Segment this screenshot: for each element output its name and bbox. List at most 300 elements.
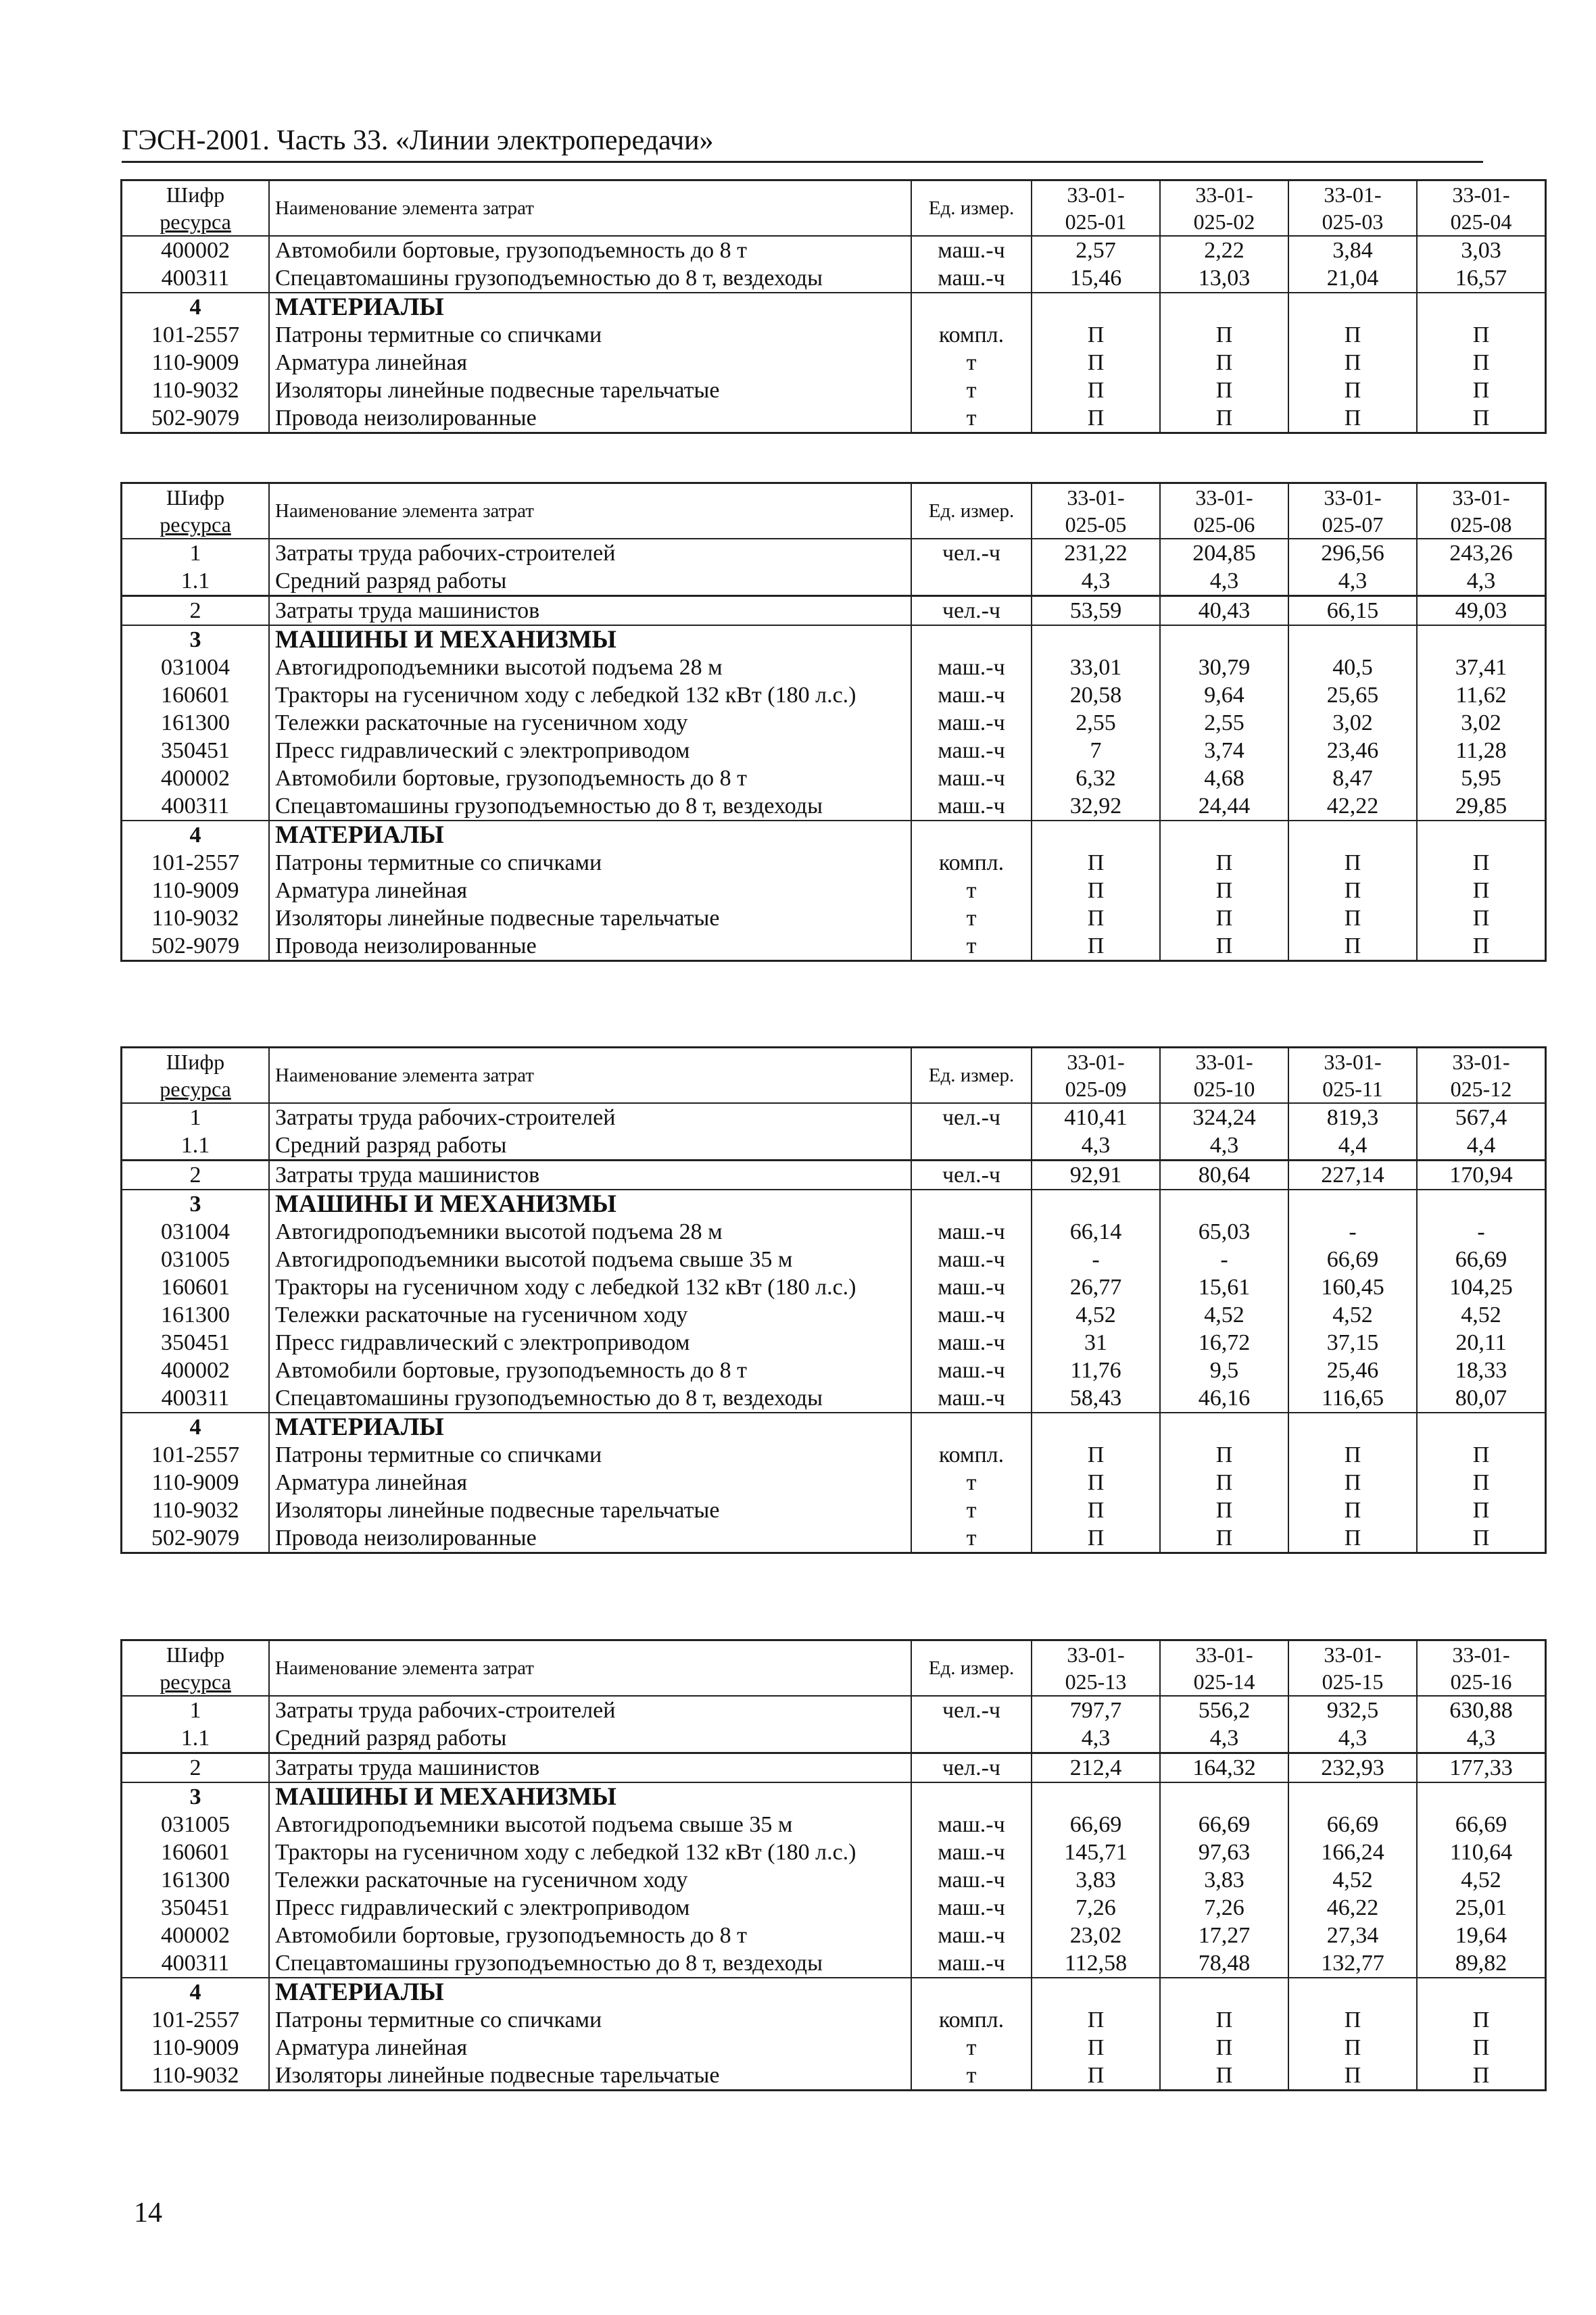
norm-code-line2: 025-14 — [1193, 1670, 1255, 1694]
norm-code-line2: 025-09 — [1065, 1077, 1127, 1101]
cost-element-name: Затраты труда рабочих-строителей — [269, 539, 911, 567]
norm-value: П — [1288, 404, 1417, 433]
norm-code-line2: 025-16 — [1450, 1670, 1512, 1694]
norm-table-4 — [120, 1639, 1547, 2091]
cost-element-name: Автогидроподъемники высотой подъема свыше 35 м — [269, 1811, 911, 1838]
cost-element-name: Тележки раскаточные на гусеничном ходу — [269, 1301, 911, 1329]
norm-value: 97,63 — [1160, 1838, 1288, 1866]
norm-value: 7,26 — [1160, 1894, 1288, 1922]
norm-code-line1: 33-01- — [1324, 1642, 1382, 1667]
table-row — [122, 1724, 1546, 1753]
norm-value: 3,02 — [1288, 709, 1417, 737]
norm-value: 66,69 — [1032, 1811, 1160, 1838]
table-row — [122, 1524, 1546, 1553]
norm-value: П — [1288, 1496, 1417, 1524]
norm-value: П — [1472, 850, 1490, 875]
table-row — [122, 376, 1546, 404]
cost-element-name: Изоляторы линейные подвесные тарельчатые — [269, 1496, 911, 1524]
norm-value: П — [1160, 877, 1288, 904]
norm-value: П — [1472, 378, 1490, 403]
norm-value: 630,88 — [1449, 1698, 1513, 1723]
norm-value: 243,26 — [1449, 541, 1513, 566]
unit-of-measure: т — [911, 877, 1032, 904]
table-row — [122, 404, 1546, 433]
table-row — [122, 1496, 1546, 1524]
norm-code-line1: 33-01- — [1452, 1050, 1510, 1074]
resource-code: 1 — [122, 1103, 270, 1131]
norm-value: П — [1288, 1524, 1417, 1553]
norm-value: 92,91 — [1032, 1161, 1160, 1190]
norm-code-line1: 33-01- — [1195, 1642, 1253, 1667]
norm-value: 166,24 — [1288, 1838, 1417, 1866]
header-code-line1: Шифр — [166, 1050, 225, 1074]
norm-value: 3,02 — [1461, 710, 1501, 735]
resource-code: 161300 — [122, 1301, 270, 1329]
norm-value: П — [1032, 321, 1160, 349]
column-header-norm — [1160, 483, 1288, 539]
table-row — [122, 1273, 1546, 1301]
norm-value — [1288, 625, 1417, 654]
cost-element-name: Спецавтомашины грузоподъемностью до 8 т, вездеходы — [269, 264, 911, 293]
norm-value: П — [1472, 878, 1490, 903]
cost-element-name: Провода неизолированные — [269, 932, 911, 961]
norm-value — [1288, 1413, 1417, 1441]
norm-value: П — [1160, 1496, 1288, 1524]
unit-of-measure: чел.-ч — [911, 1103, 1032, 1131]
table-row — [122, 654, 1546, 681]
norm-value: 4,3 — [1417, 567, 1546, 596]
norm-value: П — [1288, 1469, 1417, 1496]
cost-element-name: Автогидроподъемники высотой подъема 28 м — [269, 1218, 911, 1246]
table-row — [122, 1866, 1546, 1894]
norm-value: 58,43 — [1032, 1384, 1160, 1413]
norm-code-line1: 33-01- — [1195, 485, 1253, 510]
norm-value: 556,2 — [1160, 1696, 1288, 1724]
resource-code: 502-9079 — [122, 932, 270, 961]
table-row — [122, 264, 1546, 293]
resource-code: 101-2557 — [122, 849, 270, 877]
norm-value: П — [1472, 2063, 1490, 2088]
norm-code-line1: 33-01- — [1452, 485, 1510, 510]
table-row — [122, 2062, 1546, 2091]
norm-value: 66,69 — [1455, 1247, 1507, 1272]
unit-of-measure — [911, 1978, 1032, 2006]
norm-value: П — [1472, 322, 1490, 347]
unit-of-measure: компл. — [911, 1441, 1032, 1469]
norm-value: П — [1288, 376, 1417, 404]
resource-code: 031004 — [122, 654, 270, 681]
norm-value: 2,55 — [1032, 709, 1160, 737]
unit-of-measure — [911, 1724, 1032, 1753]
unit-of-measure: т — [911, 932, 1032, 961]
cost-element-name: Арматура линейная — [269, 1469, 911, 1496]
norm-value: П — [1472, 406, 1490, 431]
unit-of-measure — [911, 1190, 1032, 1218]
norm-value: П — [1472, 1442, 1490, 1467]
norm-value: 16,57 — [1455, 266, 1507, 291]
norm-value: 9,64 — [1160, 681, 1288, 709]
norm-code-line1: 33-01- — [1324, 1050, 1382, 1074]
unit-of-measure: т — [911, 1496, 1032, 1524]
norm-value: П — [1288, 1441, 1417, 1469]
norm-value: 19,64 — [1455, 1923, 1507, 1948]
table-row — [122, 709, 1546, 737]
unit-of-measure: маш.-ч — [911, 764, 1032, 792]
column-header-norm — [1032, 483, 1160, 539]
norm-value: 11,76 — [1032, 1357, 1160, 1384]
page-number: 14 — [134, 2197, 162, 2228]
header-code-line2: ресурса — [160, 1077, 231, 1101]
norm-value: 11,62 — [1455, 683, 1507, 708]
norm-value: 46,22 — [1288, 1894, 1417, 1922]
norm-value: 37,15 — [1288, 1329, 1417, 1357]
norm-value: 232,93 — [1288, 1753, 1417, 1783]
norm-value: 4,3 — [1032, 1724, 1160, 1753]
norm-code-line1: 33-01- — [1067, 1642, 1125, 1667]
header-code-line1: Шифр — [166, 485, 225, 510]
section-row — [122, 625, 1546, 654]
norm-code-line2: 025-12 — [1450, 1077, 1512, 1101]
norm-value: 4,52 — [1288, 1866, 1417, 1894]
norm-value: 9,5 — [1160, 1357, 1288, 1384]
cost-element-name: Тележки раскаточные на гусеничном ходу — [269, 1866, 911, 1894]
resource-code: 110-9009 — [122, 877, 270, 904]
norm-table-2 — [120, 482, 1547, 962]
norm-code-line1: 33-01- — [1195, 1050, 1253, 1074]
table-row — [122, 1301, 1546, 1329]
cost-element-name: Пресс гидравлический с электроприводом — [269, 1894, 911, 1922]
norm-value: 819,3 — [1288, 1103, 1417, 1131]
norm-value: П — [1288, 904, 1417, 932]
norm-value: 160,45 — [1288, 1273, 1417, 1301]
norm-code-line2: 025-11 — [1322, 1077, 1383, 1101]
norm-code-line1: 33-01- — [1067, 485, 1125, 510]
norm-value: П — [1160, 1441, 1288, 1469]
table-row — [122, 236, 1546, 264]
norm-value — [1417, 625, 1546, 654]
unit-of-measure: т — [911, 2062, 1032, 2091]
norm-value: П — [1032, 849, 1160, 877]
norm-value: - — [1477, 1219, 1485, 1244]
norm-value: 40,43 — [1160, 596, 1288, 626]
cost-element-name: Автомобили бортовые, грузоподъемность до 8 т — [269, 236, 911, 264]
resource-code: 2 — [122, 1161, 270, 1190]
column-header-unit: Ед. измер. — [911, 483, 1032, 539]
resource-code: 1.1 — [122, 1724, 270, 1753]
column-header-code — [122, 180, 270, 237]
norm-value: П — [1032, 1469, 1160, 1496]
norm-value: П — [1032, 349, 1160, 376]
column-header-unit: Ед. измер. — [911, 1048, 1032, 1104]
resource-code: 3 — [122, 625, 270, 654]
norm-code-line2: 025-07 — [1322, 512, 1384, 537]
norm-value: П — [1160, 321, 1288, 349]
column-header-code — [122, 483, 270, 539]
norm-value: 5,95 — [1461, 766, 1501, 791]
resource-code: 4 — [122, 821, 270, 849]
norm-value — [1160, 293, 1288, 321]
norm-value: 66,14 — [1032, 1218, 1160, 1246]
norm-value — [1032, 1782, 1160, 1811]
norm-value — [1417, 293, 1546, 321]
norm-value — [1160, 1190, 1288, 1218]
unit-of-measure: т — [911, 349, 1032, 376]
unit-of-measure: т — [911, 904, 1032, 932]
unit-of-measure: маш.-ч — [911, 1218, 1032, 1246]
resource-code: 4 — [122, 293, 270, 321]
unit-of-measure: маш.-ч — [911, 654, 1032, 681]
norm-value: П — [1160, 932, 1288, 961]
column-header-norm — [1160, 1048, 1288, 1104]
norm-value: 6,32 — [1032, 764, 1160, 792]
unit-of-measure: т — [911, 1524, 1032, 1553]
cost-element-name: МАТЕРИАЛЫ — [269, 293, 911, 321]
table-row — [122, 1131, 1546, 1161]
cost-element-name: Тележки раскаточные на гусеничном ходу — [269, 709, 911, 737]
norm-value: 66,69 — [1288, 1246, 1417, 1273]
table-row — [122, 1838, 1546, 1866]
norm-value: 177,33 — [1449, 1755, 1513, 1780]
norm-value: П — [1288, 2034, 1417, 2062]
norm-value: 66,15 — [1288, 596, 1417, 626]
resource-code: 161300 — [122, 709, 270, 737]
table-row — [122, 849, 1546, 877]
norm-table-1 — [120, 179, 1547, 434]
norm-value — [1032, 1978, 1160, 2006]
norm-value: 4,3 — [1032, 1131, 1160, 1161]
unit-of-measure: т — [911, 404, 1032, 433]
section-row — [122, 1190, 1546, 1218]
norm-value: - — [1160, 1246, 1288, 1273]
norm-value: П — [1160, 349, 1288, 376]
cost-element-name: Патроны термитные со спичками — [269, 2006, 911, 2034]
norm-value: 31 — [1032, 1329, 1160, 1357]
table-header-row — [122, 1048, 1546, 1104]
cost-element-name: Средний разряд работы — [269, 1724, 911, 1753]
unit-of-measure: маш.-ч — [911, 236, 1032, 264]
norm-value — [1032, 821, 1160, 849]
norm-value: П — [1472, 906, 1490, 931]
norm-value — [1417, 1782, 1546, 1811]
cost-element-name: Провода неизолированные — [269, 404, 911, 433]
norm-value: 20,11 — [1455, 1330, 1507, 1355]
column-header-norm — [1288, 1048, 1417, 1104]
norm-value: 78,48 — [1160, 1949, 1288, 1978]
unit-of-measure: т — [911, 2034, 1032, 2062]
norm-value: 3,83 — [1160, 1866, 1288, 1894]
norm-value: 324,24 — [1160, 1103, 1288, 1131]
norm-value: П — [1160, 2006, 1288, 2034]
cost-element-name: Затраты труда машинистов — [269, 596, 911, 626]
column-header-norm — [1417, 1640, 1546, 1697]
norm-value: 4,3 — [1160, 1131, 1288, 1161]
table-row — [122, 2034, 1546, 2062]
norm-value: 7,26 — [1032, 1894, 1160, 1922]
norm-value: 18,33 — [1455, 1358, 1507, 1383]
resource-code: 1 — [122, 539, 270, 567]
norm-value: 37,41 — [1455, 655, 1507, 680]
cost-element-name: Патроны термитные со спичками — [269, 1441, 911, 1469]
norm-value: 112,58 — [1032, 1949, 1160, 1978]
resource-code: 400002 — [122, 764, 270, 792]
table-row — [122, 1161, 1546, 1190]
norm-value: 116,65 — [1288, 1384, 1417, 1413]
column-header-norm — [1160, 1640, 1288, 1697]
norm-value: 49,03 — [1455, 598, 1507, 623]
norm-value: П — [1288, 349, 1417, 376]
column-header-unit: Ед. измер. — [911, 1640, 1032, 1697]
unit-of-measure: чел.-ч — [911, 1161, 1032, 1190]
norm-value: 30,79 — [1160, 654, 1288, 681]
norm-value: 2,55 — [1160, 709, 1288, 737]
norm-value: 145,71 — [1032, 1838, 1160, 1866]
resource-code: 1 — [122, 1696, 270, 1724]
resource-code: 110-9032 — [122, 376, 270, 404]
unit-of-measure: т — [911, 1469, 1032, 1496]
norm-value: 24,44 — [1160, 792, 1288, 821]
table-row — [122, 1469, 1546, 1496]
cost-element-name: Пресс гидравлический с электроприводом — [269, 1329, 911, 1357]
cost-element-name: Автомобили бортовые, грузоподъемность до 8 т — [269, 764, 911, 792]
norm-value: 66,69 — [1160, 1811, 1288, 1838]
resource-code: 031005 — [122, 1811, 270, 1838]
norm-code-line1: 33-01- — [1324, 182, 1382, 207]
norm-value: 29,85 — [1455, 794, 1507, 819]
cost-element-name: Спецавтомашины грузоподъемностью до 8 т, вездеходы — [269, 1384, 911, 1413]
unit-of-measure: маш.-ч — [911, 1949, 1032, 1978]
norm-value: П — [1472, 1526, 1490, 1551]
cost-element-name: Затраты труда рабочих-строителей — [269, 1696, 911, 1724]
column-header-norm — [1288, 483, 1417, 539]
norm-value: П — [1472, 2035, 1490, 2060]
column-header-norm — [1417, 180, 1546, 237]
resource-code: 3 — [122, 1782, 270, 1811]
norm-code-line2: 025-10 — [1193, 1077, 1255, 1101]
norm-value: 17,27 — [1160, 1922, 1288, 1949]
norm-code-line2: 025-02 — [1193, 210, 1255, 234]
unit-of-measure: чел.-ч — [911, 596, 1032, 626]
norm-value: 33,01 — [1032, 654, 1160, 681]
resource-code: 400311 — [122, 1384, 270, 1413]
norm-value: 4,4 — [1288, 1131, 1417, 1161]
section-row — [122, 1413, 1546, 1441]
norm-value: 567,4 — [1455, 1105, 1507, 1130]
unit-of-measure: компл. — [911, 849, 1032, 877]
section-row — [122, 293, 1546, 321]
cost-element-name: Тракторы на гусеничном ходу с лебедкой 132 кВт (180 л.с.) — [269, 1838, 911, 1866]
table-row — [122, 567, 1546, 596]
unit-of-measure: маш.-ч — [911, 1301, 1032, 1329]
norm-value: П — [1032, 877, 1160, 904]
resource-code: 2 — [122, 596, 270, 626]
norm-value: 4,68 — [1160, 764, 1288, 792]
norm-value: 21,04 — [1288, 264, 1417, 293]
table-row — [122, 1218, 1546, 1246]
norm-value: П — [1472, 2007, 1490, 2032]
cost-element-name: Патроны термитные со спичками — [269, 849, 911, 877]
unit-of-measure — [911, 821, 1032, 849]
cost-element-name: Средний разряд работы — [269, 567, 911, 596]
norm-value: 3,83 — [1032, 1866, 1160, 1894]
resource-code: 350451 — [122, 737, 270, 764]
cost-element-name: Автогидроподъемники высотой подъема 28 м — [269, 654, 911, 681]
column-header-name: Наименование элемента затрат — [269, 1640, 911, 1697]
norm-value: П — [1032, 2034, 1160, 2062]
table-row — [122, 1811, 1546, 1838]
resource-code: 502-9079 — [122, 1524, 270, 1553]
norm-value — [1160, 821, 1288, 849]
norm-value — [1160, 1782, 1288, 1811]
unit-of-measure: маш.-ч — [911, 1329, 1032, 1357]
section-row — [122, 821, 1546, 849]
norm-value — [1288, 293, 1417, 321]
cost-element-name: Изоляторы линейные подвесные тарельчатые — [269, 904, 911, 932]
cost-element-name: Спецавтомашины грузоподъемностью до 8 т, вездеходы — [269, 792, 911, 821]
norm-value: 42,22 — [1288, 792, 1417, 821]
resource-code: 101-2557 — [122, 1441, 270, 1469]
column-header-norm — [1160, 180, 1288, 237]
norm-value: 4,3 — [1288, 1724, 1417, 1753]
resource-code: 400002 — [122, 236, 270, 264]
norm-code-line1: 33-01- — [1067, 182, 1125, 207]
norm-value — [1417, 821, 1546, 849]
cost-element-name: МАТЕРИАЛЫ — [269, 1413, 911, 1441]
table-row — [122, 321, 1546, 349]
resource-code: 502-9079 — [122, 404, 270, 433]
table-row — [122, 349, 1546, 376]
header-code-line1: Шифр — [166, 1642, 225, 1667]
unit-of-measure: т — [911, 376, 1032, 404]
norm-value: 40,5 — [1288, 654, 1417, 681]
table-row — [122, 1329, 1546, 1357]
unit-of-measure: маш.-ч — [911, 1866, 1032, 1894]
unit-of-measure — [911, 1782, 1032, 1811]
cost-element-name: Тракторы на гусеничном ходу с лебедкой 132 кВт (180 л.с.) — [269, 1273, 911, 1301]
cost-element-name: Изоляторы линейные подвесные тарельчатые — [269, 376, 911, 404]
norm-value: 65,03 — [1160, 1218, 1288, 1246]
norm-value: П — [1032, 2006, 1160, 2034]
unit-of-measure: маш.-ч — [911, 709, 1032, 737]
column-header-norm — [1417, 483, 1546, 539]
resource-code: 400311 — [122, 1949, 270, 1978]
norm-value: П — [1032, 904, 1160, 932]
cost-element-name: МАШИНЫ И МЕХАНИЗМЫ — [269, 1782, 911, 1811]
cost-element-name: Провода неизолированные — [269, 1524, 911, 1553]
resource-code: 031005 — [122, 1246, 270, 1273]
norm-code-line1: 33-01- — [1324, 485, 1382, 510]
norm-value: - — [1288, 1218, 1417, 1246]
resource-code: 1.1 — [122, 1131, 270, 1161]
norm-value: 204,85 — [1160, 539, 1288, 567]
norm-value — [1288, 1782, 1417, 1811]
unit-of-measure — [911, 625, 1032, 654]
cost-element-name: Автомобили бортовые, грузоподъемность до 8 т — [269, 1357, 911, 1384]
norm-value: П — [1472, 1498, 1490, 1523]
norm-value: 23,02 — [1032, 1922, 1160, 1949]
norm-value: 7 — [1032, 737, 1160, 764]
unit-of-measure: маш.-ч — [911, 1357, 1032, 1384]
resource-code: 031004 — [122, 1218, 270, 1246]
table-row — [122, 792, 1546, 821]
norm-value — [1160, 1413, 1288, 1441]
norm-value: 3,74 — [1160, 737, 1288, 764]
norm-value: 53,59 — [1032, 596, 1160, 626]
table-row — [122, 904, 1546, 932]
norm-value: 231,22 — [1032, 539, 1160, 567]
table-header-row — [122, 1640, 1546, 1697]
norm-value: П — [1160, 2034, 1288, 2062]
resource-code: 101-2557 — [122, 321, 270, 349]
